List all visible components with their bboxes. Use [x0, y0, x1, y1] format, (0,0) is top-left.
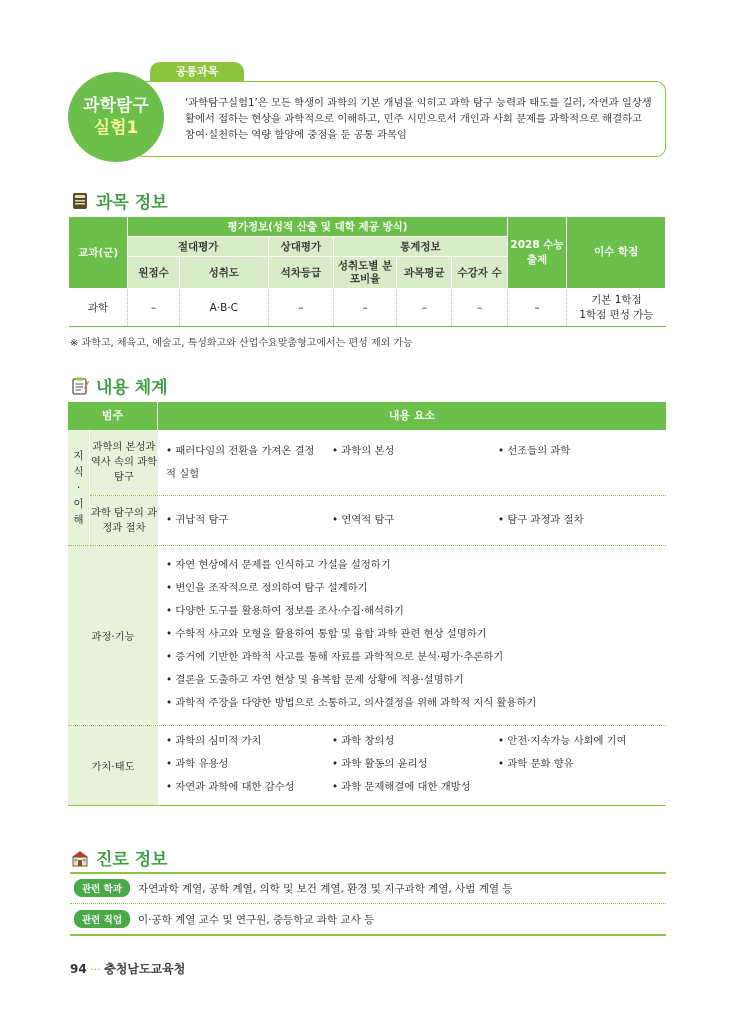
category-nature: 과학의 본성과 역사 속의 과학 탐구 — [90, 430, 158, 495]
jobs-badge: 관련 직업 — [74, 910, 130, 928]
col-statistics: 통계정보 — [333, 237, 507, 257]
section-title: 진로 정보 — [96, 850, 168, 870]
clipboard-icon — [70, 376, 90, 396]
divider — [70, 903, 666, 904]
col-csat: 2028 수능 출제 — [507, 217, 567, 289]
book-icon — [70, 191, 90, 211]
list-item: • 수학적 사고와 모형을 활용하여 통합 및 융합 과학 관련 현상 설명하기 — [166, 623, 666, 646]
footer-dots: ··· — [90, 963, 101, 976]
cell-raw: – — [128, 289, 179, 327]
table-note: ※ 과학고, 체육고, 예술고, 특성화고와 산업수요맞춤형고에서는 편성 제외 가능 — [70, 338, 413, 349]
list-item: • 결론을 도출하고 자연 현상 및 융복합 문제 상황에 적용·설명하기 — [166, 669, 666, 692]
list-item: • 탐구 과정과 절차 — [498, 509, 666, 532]
col-elements: 내용 요소 — [388, 409, 436, 422]
cell-csat: – — [507, 289, 567, 327]
col-average: 과목평균 — [397, 257, 452, 289]
content-row — [68, 546, 666, 726]
list-item: • 패러다임의 전환을 가져온 결정적 실험 — [166, 440, 316, 486]
section-title: 내용 체계 — [96, 378, 168, 398]
school-icon — [70, 848, 90, 868]
section-career-info — [70, 845, 168, 870]
table-row — [69, 289, 666, 327]
subject-info-table — [68, 216, 666, 327]
list-item: • 자연 현상에서 문제를 인식하고 가설을 설정하기 — [166, 554, 666, 577]
content-header — [68, 402, 666, 430]
col-eval: 평가정보(성적 산출 및 대학 제공 방식) — [128, 217, 507, 237]
list-item: • 과학적 주장을 다양한 방법으로 소통하고, 의사결정을 위해 과학적 지식 활용하기 — [166, 692, 666, 715]
subject-description-box — [134, 81, 666, 157]
divider — [70, 934, 666, 936]
knowledge-group — [68, 430, 666, 546]
credit-basic: 기본 1학점 — [591, 293, 642, 306]
list-item: • 과학 유용성 — [166, 753, 332, 776]
category-value-attitude: 가치·태도 — [68, 726, 158, 805]
cell-distribution: – — [333, 289, 396, 327]
col-subject: 교과(군) — [69, 217, 128, 289]
category-inquiry-process: 과학 탐구의 과정과 절차 — [90, 496, 158, 545]
col-category: 범주 — [68, 402, 158, 430]
subject-description: ‘과학탐구실험1’은 모든 학생이 과학의 기본 개념을 익히고 과학 탐구 능력과 태도를 길러, 자연과 일상생활에서 접하는 현상을 과학적으로 이해하고, 민주 시민으로서 개인과 사회 문제를 과학적으로 해결하고 참여·실천하는 역량 함양에 중점을 둔 공통 과목임 — [185, 97, 652, 141]
credit-option: 1학점 편성 가능 — [579, 308, 654, 321]
subject-title-line1: 과학탐구 — [83, 96, 149, 116]
content-row — [90, 430, 666, 496]
publisher-name: 충청남도교육청 — [104, 962, 186, 976]
col-raw-score: 원점수 — [128, 257, 179, 289]
list-item: • 과학의 본성 — [332, 440, 498, 486]
category-process-skill: 과정·기능 — [68, 546, 158, 725]
knowledge-side-label: 지식·이해 — [68, 430, 90, 546]
departments-text: 자연과학 계열, 공학 계열, 의학 및 보건 계열, 환경 및 지구과학 계열, 사범 계열 등 — [138, 882, 513, 895]
list-item: • 선조들의 과학 — [498, 440, 666, 486]
list-item: • 과학 창의성 — [332, 730, 498, 753]
col-rank: 석차등급 — [268, 257, 333, 289]
section-subject-info — [70, 188, 168, 213]
list-item: • 과학 문화 향유 — [498, 753, 666, 776]
departments-badge: 관련 학과 — [74, 879, 130, 897]
cell-credit — [567, 289, 666, 327]
list-item: • 연역적 탐구 — [332, 509, 498, 532]
subject-title-line2: 실험1 — [93, 118, 139, 138]
list-item: • 자연과 과학에 대한 감수성 — [166, 776, 332, 799]
cell-count: – — [452, 289, 507, 327]
page-footer — [70, 960, 185, 977]
content-row — [90, 496, 666, 546]
divider — [70, 872, 666, 874]
subject-title-badge — [68, 72, 164, 162]
list-item: • 과학 문제해결에 대한 개방성 — [332, 776, 498, 799]
col-distribution: 성취도별 분포비율 — [333, 257, 396, 289]
col-relative: 상대평가 — [268, 237, 333, 257]
cell-average: – — [397, 289, 452, 327]
related-jobs — [70, 910, 666, 928]
list-item: • 안전·지속가능 사회에 기여 — [498, 730, 666, 753]
list-item: • 귀납적 탐구 — [166, 509, 332, 532]
cell-rank: – — [268, 289, 333, 327]
list-item: • 다양한 도구를 활용하여 정보를 조사·수집·해석하기 — [166, 600, 666, 623]
content-row — [68, 726, 666, 806]
col-absolute: 절대평가 — [128, 237, 268, 257]
col-achievement: 성취도 — [179, 257, 268, 289]
page-number: 94 — [70, 962, 87, 976]
section-content-system — [70, 373, 168, 398]
list-item: • 증거에 기반한 과학적 사고를 통해 자료를 과학적으로 분석·평가·추론하기 — [166, 646, 666, 669]
subject-type-tag: 공통과목 — [150, 62, 244, 82]
list-item: • 과학 활동의 윤리성 — [332, 753, 498, 776]
section-title: 과목 정보 — [96, 193, 168, 213]
cell-achievement: A·B·C — [179, 289, 268, 327]
list-item: • 과학의 심미적 가치 — [166, 730, 332, 753]
col-credit: 이수 학점 — [567, 217, 666, 289]
cell-subject: 과학 — [69, 289, 128, 327]
col-count: 수강자 수 — [452, 257, 507, 289]
jobs-text: 이·공학 계열 교수 및 연구원, 중등학교 과학 교사 등 — [138, 913, 375, 926]
related-departments — [70, 879, 666, 897]
list-item: • 변인을 조작적으로 정의하여 탐구 설계하기 — [166, 577, 666, 600]
content-system-table — [68, 402, 666, 806]
